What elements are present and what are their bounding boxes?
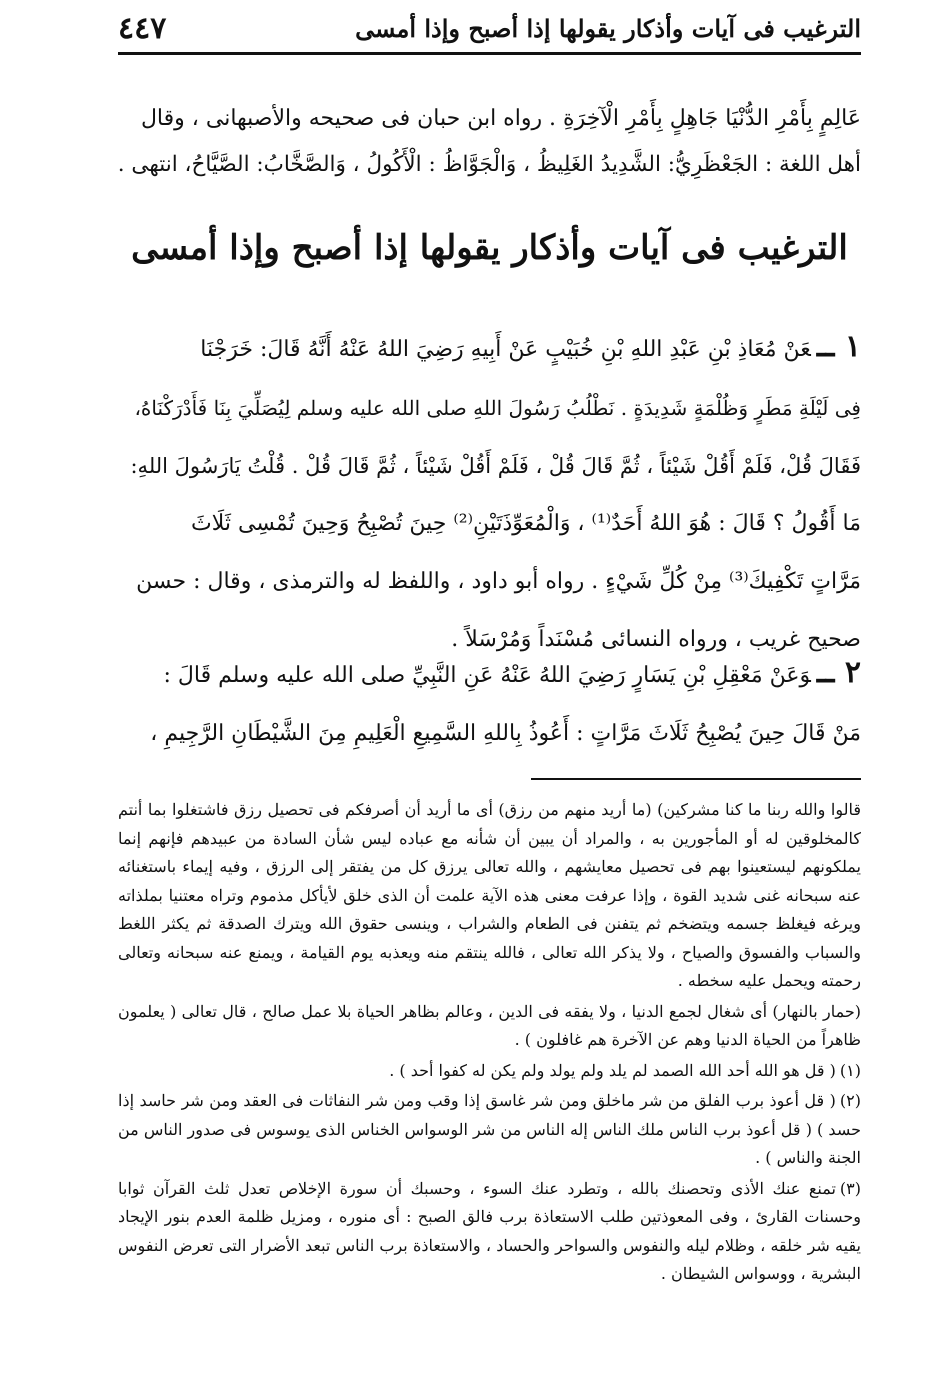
text-line: فَقَالَ قُلْ، فَلَمْ أَقُلْ شَيْئاً ، ثُمَّ قَالَ قُلْ ، فَلَمْ أَقُلْ شَيْئاً ، ثُمَّ قَالَ قُلْ . قُلْتُ يَارَسُولَ اللهِ:	[130, 454, 861, 478]
section-title: الترغيب فى آيات وأذكار يقولها إذا أصبح وإذا أمسى	[131, 228, 848, 268]
footnote-marker: (٢)	[839, 1091, 862, 1110]
text-line: مَا أَقُولُ ؟ قَالَ : هُوَ اللهُ أَحَدٌ⁽¹⁾ ، وَالْمُعَوِّذَتَيْنِ⁽²⁾ حِينَ تُصْبِحُ وَحِينَ تُمْسِى ثَلَاثَ	[190, 511, 861, 536]
footnote-text: ( قل هو الله أحد الله الصمد لم يلد ولم يولد ولم يكن له كفوا أحد ) .	[389, 1060, 836, 1080]
hadith-number: ٢ ــ	[816, 655, 861, 690]
text-line: أهل اللغة : الجَعْظَرِيُّ: الشَّدِيدُ الغَلِيظُ ، وَالْجَوَّاظُ : الْأَكُولُ ، وَالصَّخَّابُ: الصَّيَّاحُ، انتهى .	[118, 152, 861, 177]
footnote-marker: (١)	[839, 1060, 861, 1080]
text-line	[118, 318, 861, 379]
running-title: الترغيب فى آيات وأذكار يقولها إذا أصبح وإذا أمسى	[355, 13, 861, 43]
text-line: فِى لَيْلَةِ مَطَرٍ وَظُلْمَةٍ شَدِيدَةٍ . نَطْلُبُ رَسُولَ اللهِ صلى الله عليه وسلم لِيُصَلِّيَ بِنَا فَأَدْرَكْنَاهُ،	[134, 396, 861, 420]
footnote-text: ( قل أعوذ برب الفلق من شر ماخلق ومن شر غاسق إذا وقب ومن شر النفاثات فى العقد ومن شر حاسد إذا حسد ) ( قل أعوذ برب الناس ملك الناس إله الناس من شر الوسواس الخناس الذى يوسوس فى صدور الناس من الجنة والناس ) .	[118, 1091, 861, 1167]
text-line-content: عَنْ مُعَاذِ بْنِ عَبْدِ اللهِ بْنِ خُبَيْبٍ عَنْ أَبِيهِ رَضِيَ اللهُ عَنْهُ أَنَّهُ قَالَ: خَرَجْنَا	[200, 337, 811, 362]
text-line-content: وَعَنْ مَعْقِلِ بْنِ يَسَارٍ رَضِيَ اللهُ عَنْهُ عَنِ النَّبِيِّ صلى الله عليه وسلم قَالَ :	[163, 663, 811, 688]
footnote-2	[118, 1087, 861, 1173]
footnote-1	[118, 1057, 861, 1086]
text-line: صحيح غريب ، ورواه النسائى مُسْنَداً وَمُرْسَلاً .	[451, 627, 861, 652]
footnote-3	[118, 1175, 861, 1289]
footnote-note: (حمار بالنهار) أى شغال لجمع الدنيا ، ولا يفقه فى الدين ، وعالم بظاهر الحياة بلا عمل صالح ، قال تعالى ( يعلمون ظاهراً من الحياة الدنيا وهم عن الآخرة هم غافلون ) .	[118, 1001, 861, 1049]
page-number: ٤٤٧	[118, 10, 167, 46]
footnote-marker: (٣)	[839, 1178, 861, 1198]
text-line: مَرَّاتٍ تَكْفِيكَ⁽³⁾ مِنْ كُلِّ شَيْءٍ . رواه أبو داود ، واللفظ له والترمذى ، وقال : حسن	[136, 569, 861, 594]
text-line	[118, 644, 861, 705]
footnote-text: تمنع عنك الأذى وتحصنك بالله ، وتطرد عنك السوء ، وحسبك أن سورة الإخلاص تعدل ثلث القرآن ثوابا وحسنات القارئ ، وفى المعوذتين طلب الاستعاذة برب فالق الصبح : أى منوره ، ومزيل ظلمة العدم بنور الإيجاد يقيه شر خلقه ، وظلام ليله والنفوس والسواحر والحساد ، والاستعاذة برب الناس تبعد الأضرار التى تعرض النفوس البشرية ، ووسواس الشيطان .	[118, 1178, 861, 1283]
text-line: عَالِمٍ بِأَمْرِ الدُّنْيَا جَاهِلٍ بِأَمْرِ الْآخِرَةِ . رواه ابن حبان فى صحيحه والأصبهانى ، وقال	[140, 106, 861, 131]
hadith-2	[118, 644, 861, 763]
footnote-continuation: قالوا والله ربنا ما كنا مشركين) (ما أريد منهم من رزق) أى ما أريد أن أصرفكم فى تحصيل رزق فاشتغلوا بما أنتم كالمخلوقين له أو المأجورين به ، والمراد أن يبين أن شأنه مع عباده ليس شأن السادة من عبيدهم فإنهم إنما يملكونهم ليستعينوا بهم فى تحصيل معايشهم ، والله تعالى يرزق كل من يفتقر إلى الرزق ، وفيه إيماء باستغنائه عنه سبحانه غنى شديد القوة ، وإذا عرفت معنى هذه الآية علمت أن الذى خلق لأيأكل مذموم وتراه معتنيا بملذاته ويرغه فيغلظ جسمه ويتضخم ثم يتفنن فى الطعام والشراب ، وينسى حقوق الله ويترك الصدقة ثم يكثر اللغط والسباب والفسوق والصياح ، ولا يذكر الله تعالى ، فالله ينتقم منه ويعذبه يوم القيامة ، ويمنع عنه سبحانه وتعالى رحمته ويحمل عليه سخطه .	[118, 800, 862, 990]
header-rule	[118, 52, 861, 55]
footnotes	[118, 796, 861, 1291]
hadith-number: ١ ــ	[816, 329, 861, 364]
text-line: مَنْ قَالَ حِينَ يُصْبِحُ ثَلَاثَ مَرَّاتٍ : أَعُوذُ بِاللهِ السَّمِيعِ الْعَلِيمِ مِنَ الشَّيْطَانِ الرَّجِيمِ ،	[150, 721, 861, 746]
running-header	[118, 6, 861, 50]
footnote-separator	[531, 778, 861, 780]
intro-paragraph	[118, 96, 861, 188]
hadith-1	[118, 318, 861, 669]
